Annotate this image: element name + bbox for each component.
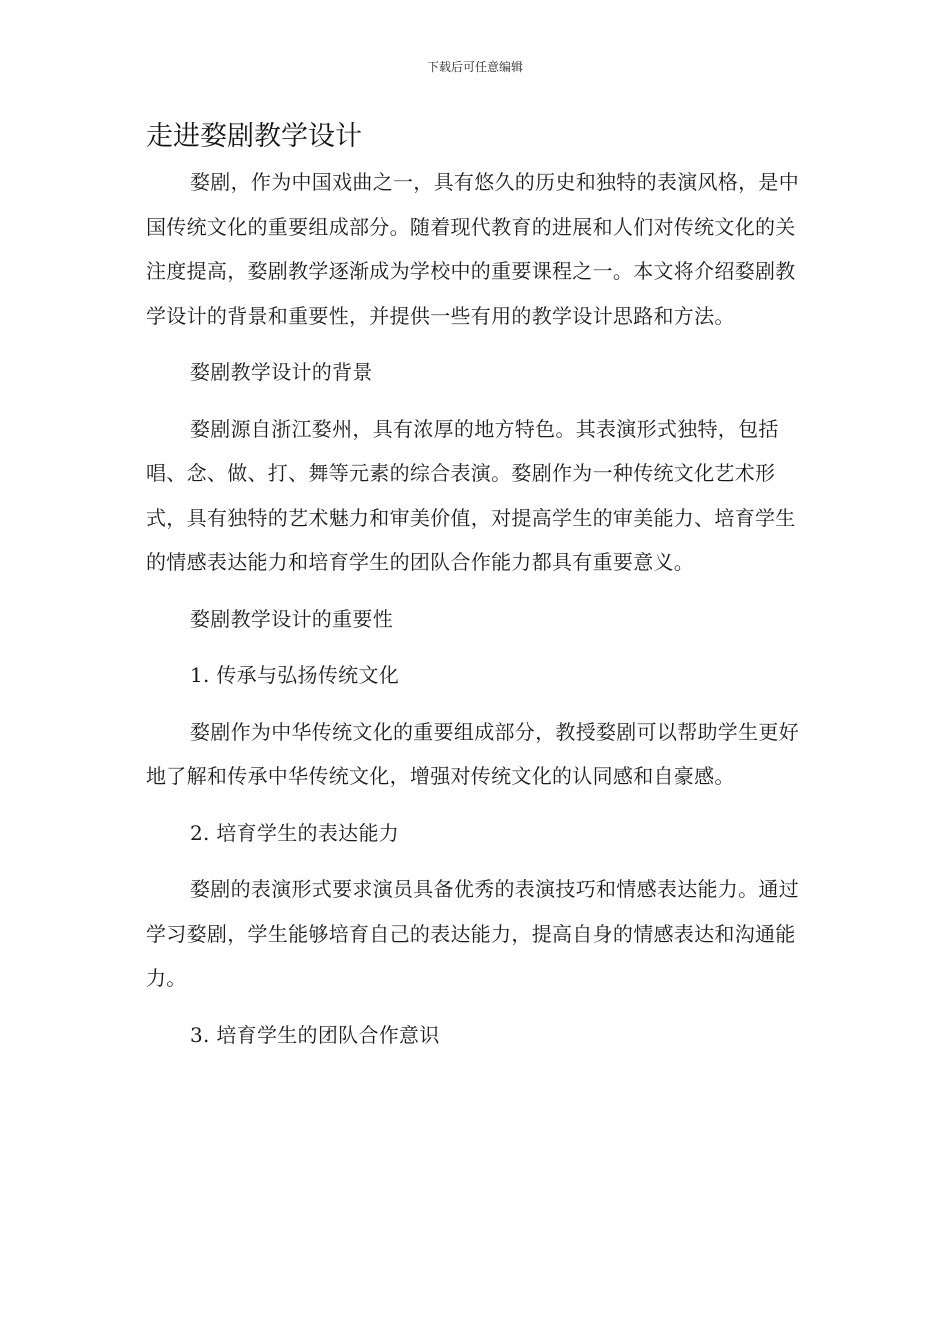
document-body <box>146 114 806 1057</box>
subheading-1: 1. 传承与弘扬传统文化 <box>190 663 400 687</box>
background-paragraph: 婺剧源自浙江婺州，具有浓厚的地方特色。其表演形式独特，包括唱、念、做、打、舞等元素的综合表演。婺剧作为一种传统文化艺术形式，具有独特的艺术魅力和审美价值，对提高学生的审美能力、培育学生的情感表达能力和培育学生的团队合作能力都具有重要意义。 <box>146 416 796 574</box>
paragraph-1: 婺剧作为中华传统文化的重要组成部分，教授婺剧可以帮助学生更好地了解和传承中华传统文化，增强对传统文化的认同感和自豪感。 <box>146 719 799 788</box>
subheading-2: 2. 培育学生的表达能力 <box>190 820 400 845</box>
section-heading-background: 婺剧教学设计的背景 <box>190 360 373 384</box>
document-title: 走进婺剧教学设计 <box>146 121 362 152</box>
subheading-3: 3. 培育学生的团队合作意识 <box>190 1022 440 1047</box>
paragraph-2: 婺剧的表演形式要求演员具备优秀的表演技巧和情感表达能力。通过学习婺剧，学生能够培育自己的表达能力，提高自身的情感表达和沟通能力。 <box>146 877 799 990</box>
section-heading-importance: 婺剧教学设计的重要性 <box>190 606 393 631</box>
intro-paragraph: 婺剧，作为中国戏曲之一，具有悠久的历史和独特的表演风格，是中国传统文化的重要组成部分。随着现代教育的进展和人们对传统文化的关注度提高，婺剧教学逐渐成为学校中的重要课程之一。本文将介绍婺剧教学设计的背景和重要性，并提供一些有用的教学设计思路和方法。 <box>146 170 799 328</box>
header-note: 下载后可任意编辑 <box>426 60 523 74</box>
